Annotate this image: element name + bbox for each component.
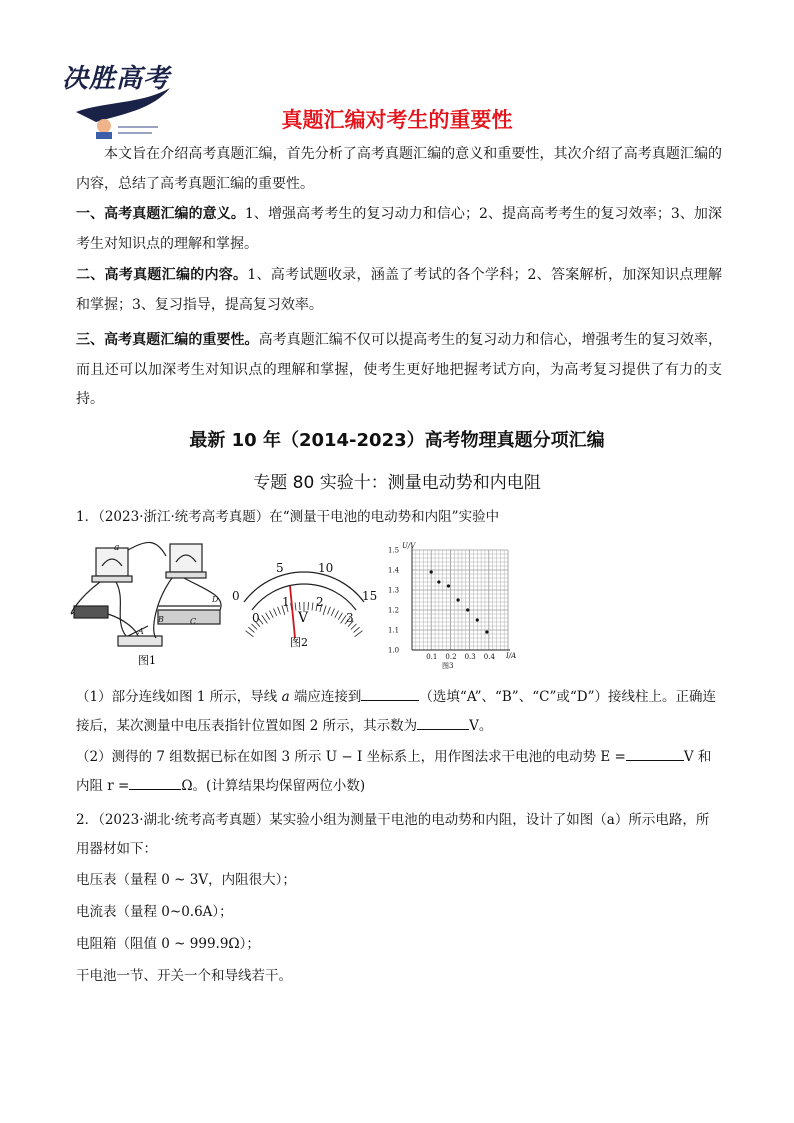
q1-part2-a: （2）测得的 7 组数据已标在如图 3 所示 U − I 坐标系上，用作图法求干电池的电动势 E = [76, 749, 626, 765]
section-importance-body: 高考真题汇编不仅可以提高考生的复习动力和信心，增强考生的复习效率，而且还可以加深考生对知识点的理解和掌握，使考生更好地把握考试方向，为高考复习提供了有力的支持。 [76, 332, 722, 407]
answer-blank-3[interactable] [626, 746, 684, 761]
meter-needle [290, 586, 295, 638]
graph-xtick-label: 0.3 [464, 653, 476, 661]
figure-1-circuit [66, 540, 231, 668]
graph-data-point [430, 570, 433, 573]
graph-ytick-label: 1.5 [388, 546, 400, 555]
meter-tick-mark [262, 615, 268, 623]
meter-tick-0: 0 [232, 589, 240, 603]
meter-inner-2: 2 [316, 595, 324, 609]
section-title: 最新 10 年（2014-2023）高考物理真题分项汇编 [189, 430, 605, 451]
figure-3-caption: 图3 [442, 662, 454, 670]
section-subtitle: 专题 80 实验十：测量电动势和内电阻 [253, 473, 541, 493]
meter-tick-mark [338, 613, 342, 620]
graph-xtick-label: 0.4 [483, 653, 495, 661]
graph-xlabel: I/A [506, 652, 517, 660]
section-content [76, 261, 722, 320]
q1-part1-a: （1）部分连线如图 1 所示，导线 [76, 689, 282, 705]
svg-text:C: C [190, 617, 197, 626]
section-importance-heading: 三、高考真题汇编的重要性。 [76, 332, 259, 348]
meter-tick-5: 5 [276, 561, 284, 575]
meter-tick-mark [273, 609, 276, 616]
graph-data-point [485, 630, 488, 633]
q2-item-battery: 干电池一节、开关一个和导线若干。 [76, 968, 292, 984]
q1-part2-b: V 和内阻 r = [76, 749, 712, 794]
graph-xtick-label: 0.1 [426, 653, 438, 661]
meter-tick-mark [295, 603, 296, 611]
section-content-heading: 二、高考真题汇编的内容。 [76, 267, 248, 283]
q2-item-resistance-box: 电阻箱（阻值 0 ~ 999.9Ω）； [76, 936, 260, 952]
q1-part1-b: 端应连接到 [289, 689, 362, 705]
meter-tick-mark [266, 613, 270, 620]
graph-data-point [476, 618, 479, 621]
meter-tick-mark [246, 631, 254, 637]
meter-tick-mark [355, 631, 363, 637]
graph-xtick-label: 0.2 [445, 653, 457, 661]
graph-ytick-label: 1.0 [388, 646, 400, 655]
section-content-body: 1、高考试题收录，涵盖了考试的各个学科；2、答案解析，加深知识点理解和掌握；3、复习指导，提高复习效率。 [76, 267, 723, 313]
graph-ytick-label: 1.2 [388, 606, 400, 615]
q1-stem: 1．（2023·浙江·统考高考真题）在“测量干电池的电动势和内阻”实验中 [76, 509, 500, 525]
svg-text:A: A [138, 627, 144, 636]
meter-tick-mark [331, 609, 334, 616]
section-meaning-heading: 一、高考真题汇编的意义。 [76, 206, 245, 222]
q1-part1-var: a [281, 689, 290, 705]
graph-ylabel: U/V [402, 542, 416, 550]
svg-text:a: a [114, 543, 120, 553]
meter-inner-0: 0 [252, 611, 260, 625]
meter-tick-mark [354, 627, 360, 632]
page-title: 真题汇编对考生的重要性 [281, 108, 513, 132]
meter-tick-mark [335, 611, 339, 618]
answer-blank-2[interactable] [417, 715, 469, 730]
meter-inner-3: 3 [346, 611, 354, 625]
q1-part2-c: Ω。(计算结果均保留两位小数) [181, 778, 366, 794]
graph-data-point [447, 584, 450, 587]
answer-blank-1[interactable] [361, 686, 419, 701]
graph-ytick-label: 1.3 [388, 586, 400, 595]
figure-1-caption: 图1 [138, 654, 156, 667]
section-meaning-body: 1、增强高考考生的复习动力和信心；2、提高高考考生的复习效率；3、加深考生对知识点的理解和掌握。 [76, 206, 722, 252]
graph-data-point [437, 580, 440, 583]
meter-tick-mark [248, 627, 254, 632]
logo-text: 决胜高考 [62, 64, 171, 94]
meter-tick-mark [312, 603, 313, 611]
graph-ytick-label: 1.1 [388, 626, 400, 635]
graph-ytick-label: 1.4 [388, 566, 400, 575]
meter-tick-mark [269, 611, 273, 618]
q1-part1-d: V。 [469, 718, 493, 734]
meter-tick-mark [278, 607, 281, 614]
figure-2-meter [228, 560, 380, 652]
q1-part1-c: （选填“A”、“B”、“C”或“D”）接线柱上。正确连接后，某次测量中电压表指针位置如图 2 所示，其示数为 [76, 689, 716, 734]
q1-part2 [76, 743, 722, 801]
graph-data-point [466, 608, 469, 611]
q2-stem: 2．（2023·湖北·统考高考真题）某实验小组为测量干电池的电动势和内阻，设计了如图（a）所示电路，所用器材如下： [76, 812, 710, 857]
figure-3-graph [380, 540, 520, 670]
meter-tick-15: 15 [362, 589, 378, 603]
meter-tick-mark [328, 607, 331, 614]
answer-blank-4[interactable] [129, 775, 181, 790]
meter-unit: V [298, 610, 309, 626]
q2-item-voltmeter: 电压表（量程 0 ~ 3V，内阻很大）； [76, 872, 296, 888]
section-meaning [76, 200, 722, 259]
graph-data-point [456, 598, 459, 601]
svg-text:D: D [212, 595, 219, 604]
section-importance [76, 326, 722, 415]
q1-part1 [76, 683, 722, 741]
intro-paragraph: 本文旨在介绍高考真题汇编，首先分析了高考真题汇编的意义和重要性，其次介绍了高考真题汇编的内容，总结了高考真题汇编的重要性。 [76, 146, 722, 192]
svg-text:B: B [158, 615, 164, 624]
figure-2-caption: 图2 [290, 636, 308, 649]
meter-inner-1: 1 [282, 595, 290, 609]
q2-item-ammeter: 电流表（量程 0~0.6A）； [76, 904, 233, 920]
meter-tick-10: 10 [318, 561, 334, 575]
